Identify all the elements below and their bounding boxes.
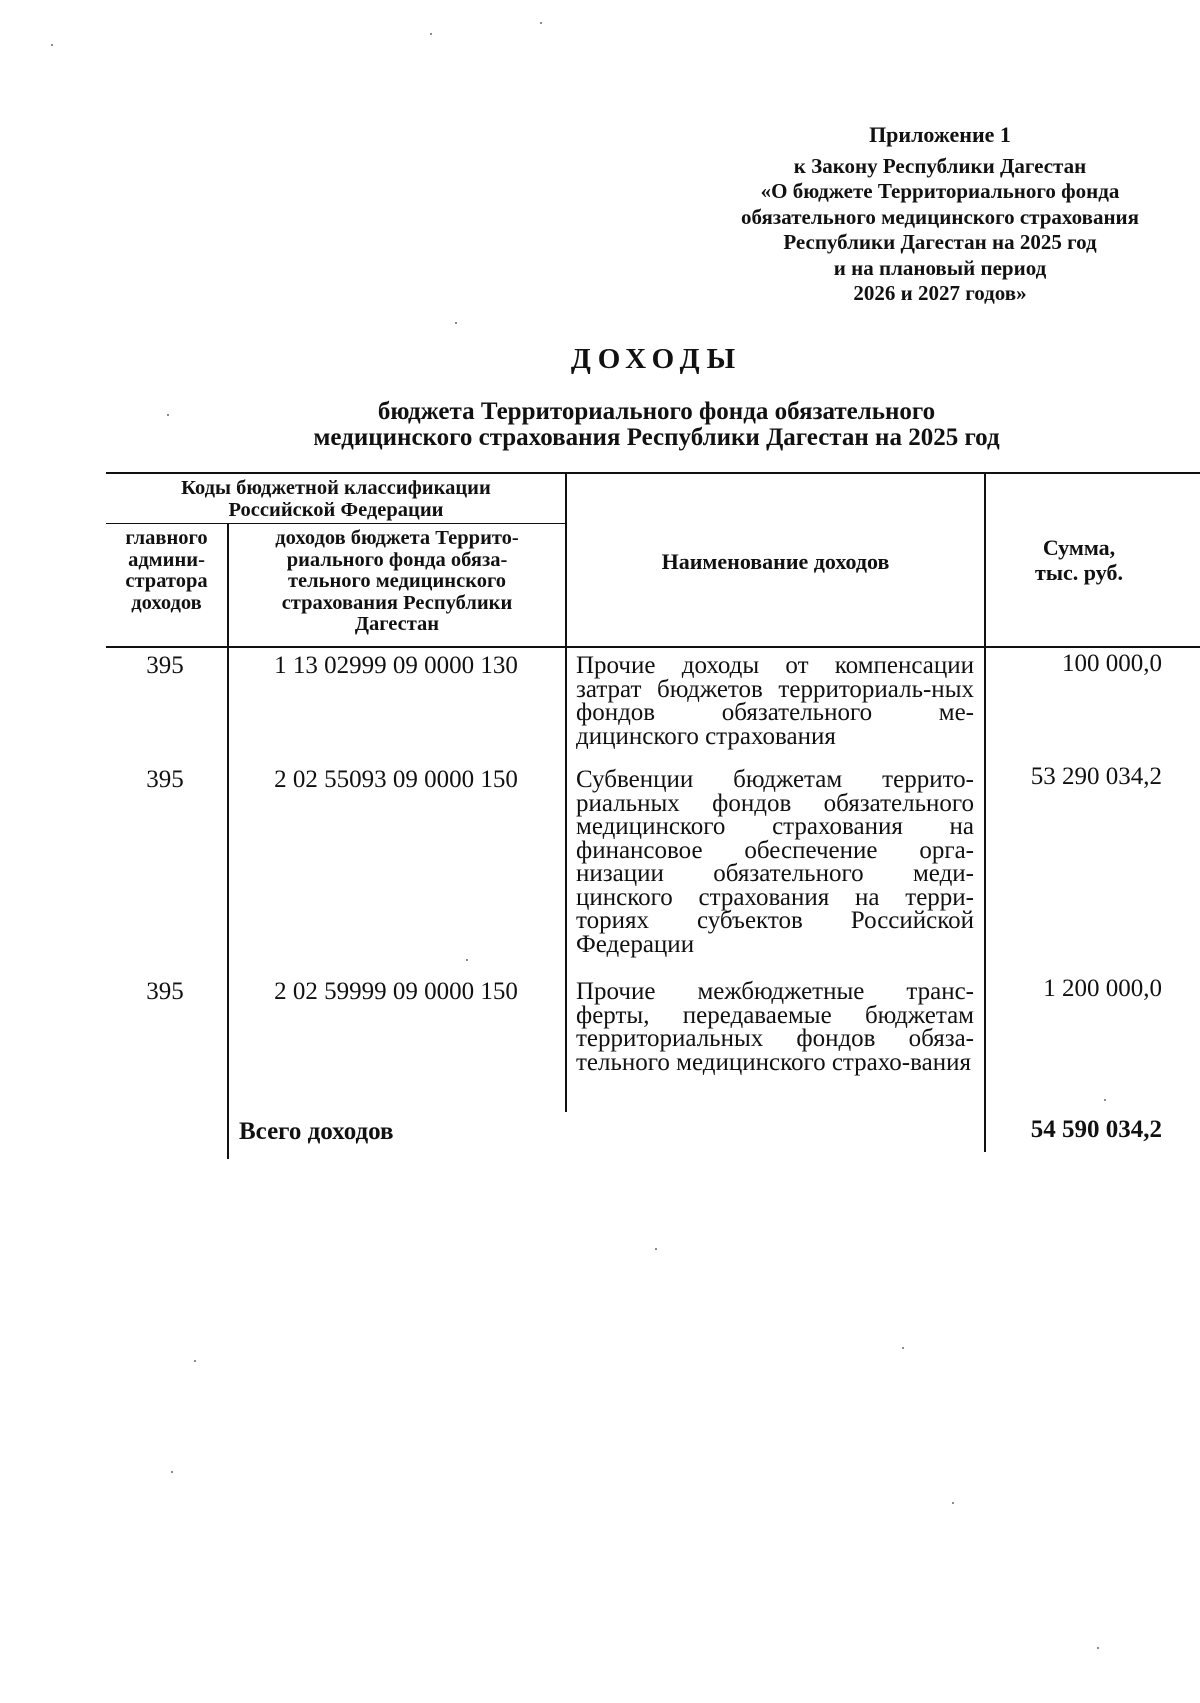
appendix-line: и на плановый период [833,255,1047,280]
header-text: доходов бюджета Террито- [275,527,519,549]
scan-speck [194,1360,196,1362]
appendix-line: «О бюджете Территориального фонда [760,179,1120,203]
table-top-border [106,472,1200,474]
scan-speck [1104,1099,1106,1101]
header-text: главного [125,527,208,549]
total-sum: 54 590 034,2 [1030,1116,1162,1143]
scan-speck [171,1471,173,1473]
header-text: Дагестан [354,613,440,635]
scan-speck [540,22,542,24]
header-text: тыс. руб. [1035,560,1123,585]
header-text: админи- [128,548,205,571]
header-sum [986,535,1172,585]
scan-speck [902,1347,904,1349]
scan-speck [655,1248,657,1250]
header-bottom-border [106,646,1200,648]
header-name [567,549,984,575]
total-label: Всего доходов [239,1118,394,1145]
scan-speck [167,414,169,416]
scan-speck [952,1502,954,1504]
header-text: страхования Республики [281,591,513,614]
income-sum: 53 290 034,2 [1030,763,1162,790]
scan-speck [1097,1647,1099,1649]
header-text: Российской Федерации [228,498,444,521]
document-heading: ДОХОДЫ [570,343,743,375]
admin-code: 395 [146,978,184,1005]
income-name: Субвенции бюджетам террито-риальных фондов обязательного медицинского страхования на финансовое обеспечение орга-низации обязательного меди-цинского страхования на терри-ториях субъектов Российской Федерации [576,766,974,958]
income-name: Прочие межбюджетные транс-ферты, передаваемые бюджетам территориальных фондов обяза-тельного медицинского страхо-вания [576,978,974,1076]
group-header-divider [106,523,566,524]
scan-speck [51,44,53,46]
scan-speck [430,33,432,35]
header-text: Коды бюджетной классификации [181,477,491,499]
subheading-line: медицинского страхования Республики Дагестан на 2025 год [313,424,1000,451]
income-sum: 1 200 000,0 [1043,975,1162,1002]
income-name: Прочие доходы от компенсации затрат бюджетов территориаль-ных фондов обязательного ме-дицинского страхования [576,652,974,750]
income-code: 2 02 59999 09 0000 150 [274,978,518,1005]
appendix-title: Приложение 1 [869,122,1011,147]
header-text: Наименование доходов [661,549,890,574]
admin-code: 395 [146,652,184,679]
income-code: 2 02 55093 09 0000 150 [274,766,518,793]
appendix-line: к Закону Республики Дагестан [793,153,1087,178]
appendix-line: обязательного медицинского страхования [740,204,1140,229]
header-text: риального фонда обяза- [286,548,508,571]
header-text: доходов [131,591,202,614]
header-text: тельного медицинского [287,570,507,592]
admin-code: 395 [146,766,184,793]
income-sum: 100 000,0 [1062,650,1162,677]
appendix-line: Республики Дагестан на 2025 год [783,230,1097,254]
header-text: Сумма, [1042,535,1116,560]
header-text: стратора [125,570,208,592]
header-budget-codes [106,478,566,521]
income-code: 1 13 02999 09 0000 130 [274,652,518,679]
subheading-line: бюджета Территориального фонда обязательного [377,398,936,425]
header-admin [106,528,227,614]
scan-speck [466,959,468,961]
appendix-line: 2026 и 2027 годов» [853,281,1027,305]
scan-speck [455,322,457,324]
header-code [229,528,565,636]
